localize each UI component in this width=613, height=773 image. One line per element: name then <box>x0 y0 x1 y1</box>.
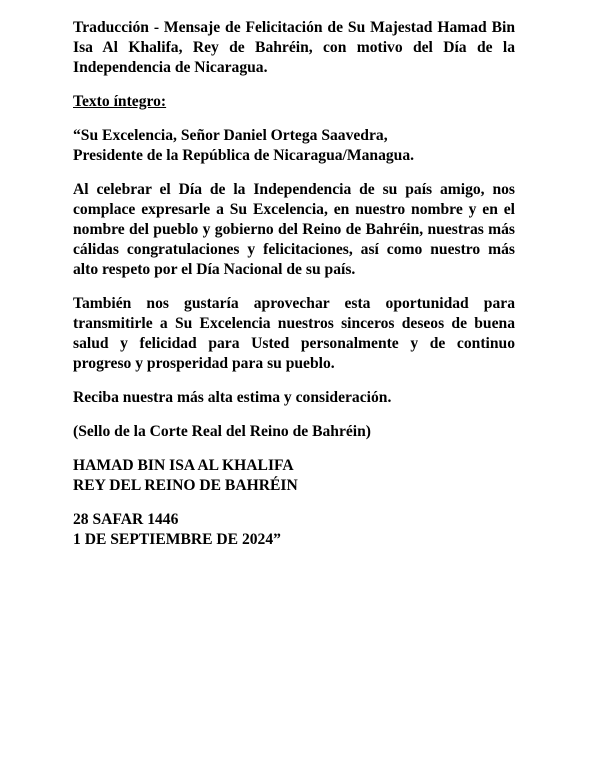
subheading: Texto íntegro: <box>73 93 167 110</box>
salutation <box>73 126 515 166</box>
date-block <box>73 510 515 550</box>
signature-name: HAMAD BIN ISA AL KHALIFA <box>73 457 294 474</box>
subheading-block <box>73 92 515 112</box>
body-paragraph-2: También nos gustaría aprovechar esta oportunidad para transmitirle a Su Excelencia nuestros sinceros deseos de buena salud y felicidad para Usted personalmente y de continuo progreso y prosperidad para su pueblo. <box>73 295 515 372</box>
document-title: Traducción - Mensaje de Felicitación de Su Majestad Hamad Bin Isa Al Khalifa, Rey de Bahréin, con motivo del Día de la Independencia de Nicaragua. <box>73 19 515 76</box>
seal-note: (Sello de la Corte Real del Reino de Bahréin) <box>73 423 371 440</box>
date-hijri: 28 SAFAR 1446 <box>73 511 179 528</box>
closing-line: Reciba nuestra más alta estima y consideración. <box>73 389 392 406</box>
signature-block <box>73 456 515 496</box>
salutation-line-2: Presidente de la República de Nicaragua/Managua. <box>73 147 415 164</box>
salutation-line-1: “Su Excelencia, Señor Daniel Ortega Saavedra, <box>73 127 388 144</box>
date-gregorian: 1 DE SEPTIEMBRE DE 2024” <box>73 531 281 548</box>
signature-title: REY DEL REINO DE BAHRÉIN <box>73 477 298 494</box>
body-paragraph-1: Al celebrar el Día de la Independencia de su país amigo, nos complace expresarle a Su Excelencia, en nuestro nombre y en el nombre del pueblo y gobierno del Reino de Bahréin, nuestras más cálidas congratulaciones y felicitaciones, así como nuestro más alto respeto por el Día Nacional de su país. <box>73 181 515 278</box>
document-page <box>73 18 515 564</box>
